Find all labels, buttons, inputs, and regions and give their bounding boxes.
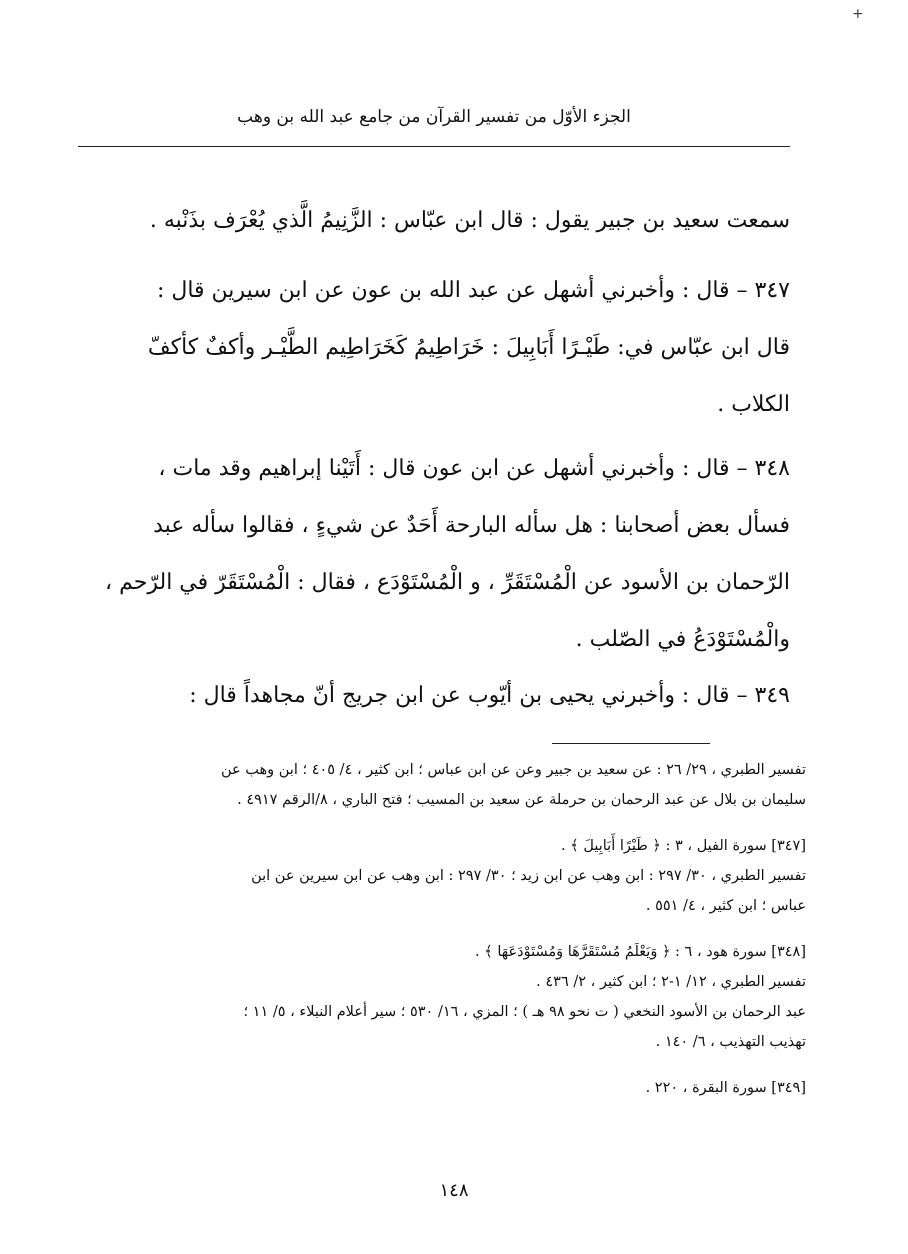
footnote-346 bbox=[60, 755, 806, 815]
footnote-line: تفسير الطبري ، ٢٩/ ٢٦ : عن سعيد بن جبير وعن عن ابن عباس ؛ ابن كثير ، ٤/ ٤٠٥ ؛ ابن وهب عن bbox=[220, 762, 806, 778]
footnote-line: [٣٤٩] سورة البقرة ، ٢٢٠ . bbox=[645, 1080, 806, 1096]
paragraph-349 bbox=[78, 667, 790, 724]
paragraph-347 bbox=[78, 262, 790, 433]
footnote-line: تفسير الطبري ، ١٢/ ١-٢ ؛ ابن كثير ، ٢/ ٤٣٦ . bbox=[536, 974, 806, 990]
footnote-line: سليمان بن بلال عن عبد الرحمان بن حرملة عن سعيد بن المسيب ؛ فتح الباري ، ٨/الرقم ٤٩١٧ . bbox=[237, 792, 806, 808]
paragraph-346-continuation bbox=[78, 192, 790, 249]
running-header: الجزء الأوّل من تفسير القرآن من جامع عبد الله بن وهب bbox=[237, 107, 631, 127]
text-line: الرّحمان بن الأسود عن الْمُسْتَقَرِّ ، و الْمُسْتَوْدَع ، فقال : الْمُسْتَقَرّ في الرّحم ، bbox=[105, 570, 790, 595]
text-line: الكلاب . bbox=[717, 392, 790, 417]
footnote-349-quran bbox=[60, 1073, 806, 1103]
header-rule bbox=[78, 146, 790, 147]
footnote-line: عبد الرحمان بن الأسود النخعي ( ت نحو ٩٨ هـ ) ؛ المزي ، ١٦/ ٥٣٠ ؛ سير أعلام النبلاء ، ٥/ ١١ ؛ bbox=[243, 1004, 806, 1020]
text-line: ٣٤٨ – قال : وأخبرني أشهل عن ابن عون قال : أَتَيْنا إبراهيم وقد مات ، bbox=[158, 456, 790, 481]
text-line: قال ابن عبّاس في: طَيْـرًا أَبَابِيلَ : خَرَاطِيمُ كَخَرَاطِيم الطَّيْـر وأكفٌ كأكفّ bbox=[147, 335, 790, 360]
text-line: سمعت سعيد بن جبير يقول : قال ابن عبّاس : الزَّنِيمُ الَّذي يُعْرَف بذَنْبه . bbox=[149, 208, 790, 233]
footnote-348-biography bbox=[60, 997, 806, 1057]
text-line: فسأل بعض أصحابنا : هل سأله البارحة أَحَدٌ عن شيءٍ ، فقالوا سأله عبد bbox=[153, 513, 790, 538]
footnote-line: عباس ؛ ابن كثير ، ٤/ ٥٥١ . bbox=[645, 898, 806, 914]
footnote-348-sources bbox=[60, 967, 806, 997]
page-number: ١٤٨ bbox=[439, 1180, 469, 1201]
footnote-347-sources bbox=[60, 861, 806, 921]
footnote-348-quran bbox=[60, 937, 806, 967]
footnote-line: تهذيب التهذيب ، ٦/ ١٤٠ . bbox=[655, 1034, 806, 1050]
corner-mark: + bbox=[852, 6, 864, 22]
footnote-line: [٣٤٧] سورة الفيل ، ٣ : ﴿ طَيْرًا أَبَابِيلَ ﴾ . bbox=[561, 838, 806, 854]
footnote-line: [٣٤٨] سورة هود ، ٦ : ﴿ وَيَعْلَمُ مُسْتَقَرَّهَا وَمُسْتَوْدَعَهَا ﴾ . bbox=[475, 944, 806, 960]
text-line: ٣٤٧ – قال : وأخبرني أشهل عن عبد الله بن عون عن ابن سيرين قال : bbox=[156, 278, 790, 303]
footnote-347-quran bbox=[60, 831, 806, 861]
footnotes bbox=[60, 755, 806, 1103]
text-line: والْمُسْتَوْدَعُ في الصّلب . bbox=[575, 627, 790, 652]
paragraph-348 bbox=[78, 440, 790, 668]
text-line: ٣٤٩ – قال : وأخبرني يحيى بن أيّوب عن ابن جريج أنّ مجاهداً قال : bbox=[189, 683, 790, 708]
footnote-line: تفسير الطبري ، ٣٠/ ٢٩٧ : ابن وهب عن ابن زيد ؛ ٣٠/ ٢٩٧ : ابن وهب عن ابن سيرين عن ابن bbox=[251, 868, 806, 884]
footnote-separator bbox=[552, 743, 710, 744]
